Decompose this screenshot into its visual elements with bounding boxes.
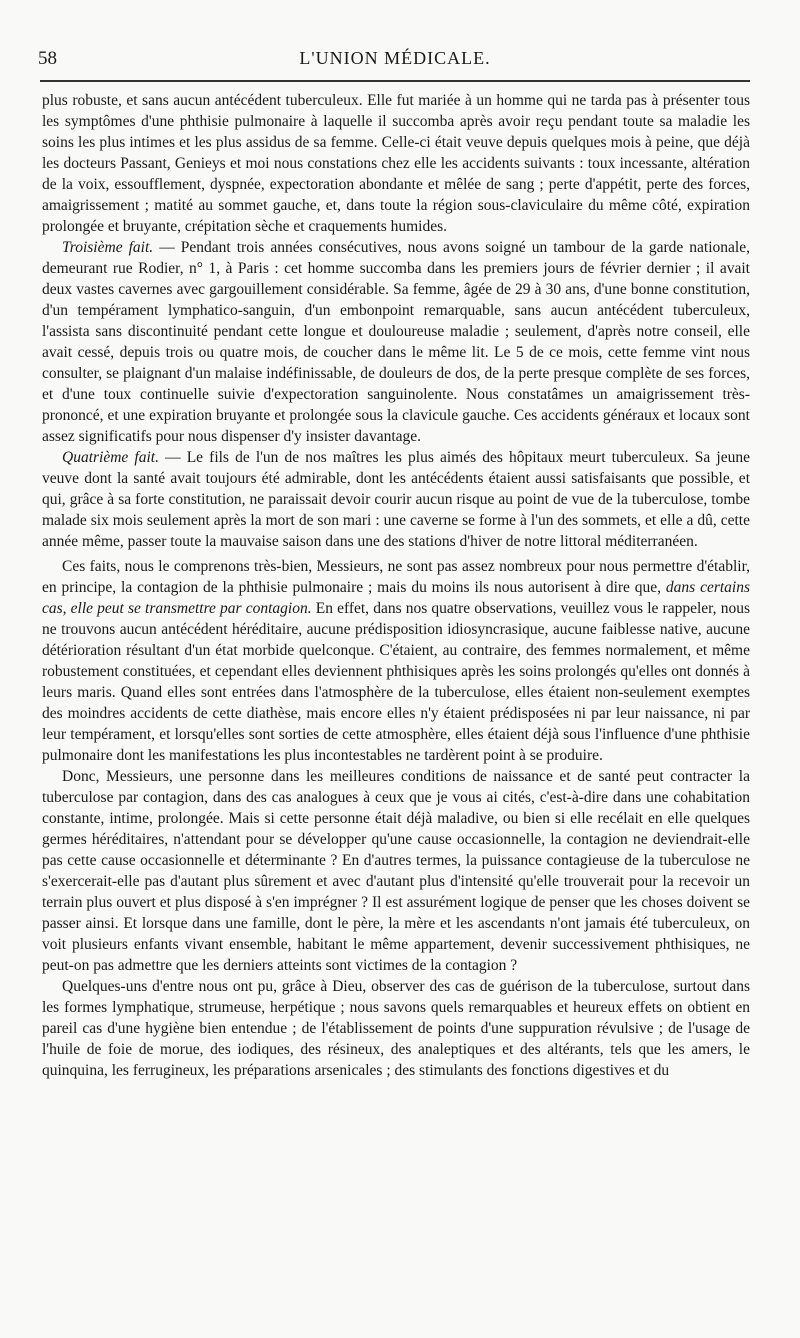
paragraph-5 bbox=[42, 766, 750, 976]
paragraph-text: Donc, Messieurs, une personne dans les meilleures conditions de naissance et de santé peut contracter la tuberculose par contagion, dans des cas analogues à ceux que je vous ai cités, c'est-à-dire dans une cohabitation constante, intime, prolongée. Mais si cette personne était déjà maladive, ou bien si elle recélait en elle quelques germes héréditaires, n'attendant pour se développer qu'une cause occasionnelle, la contagion ne deviendrait-elle pas cette cause occasionnelle et déterminante ? En d'autres termes, la puissance contagieuse de la tuberculose ne s'exercerait-elle pas d'autant plus sûrement et avec d'autant plus d'intensité qu'elle trouverait pour la recevoir un terrain plus ouvert et plus disposé à s'en imprégner ? Il est assurément logique de penser que les choses doivent se passer ainsi. Et lorsque dans une famille, dont le père, la mère et les ascendants n'ont jamais été tuberculeux, on voit plusieurs enfants vivant ensemble, habitant le même appartement, devenir successivement phthisiques, ne peut-on pas admettre que les derniers atteints sont victimes de la contagion ? bbox=[42, 768, 750, 974]
paragraph-italic: dans certains cas, elle peut se transmettre par contagion. bbox=[42, 579, 751, 617]
paragraph-text-after: En effet, dans nos quatre observations, veuillez vous le rappeler, nous ne trouvons aucun antécédent héréditaire, aucune prédisposition idiosyncrasique, aucune faiblesse native, aucune détérioration résultant d'un état morbide quelconque. C'étaient, au contraire, des femmes normalement, et même robustement constituées, et cependant elles deviennent phthisiques après les soins prolongés qu'elles ont donnés à leurs maris. Quand elles sont entrées dans l'atmosphère de la tuberculose, elles étaient non-seulement exemptes des moindres accidents de cette diathèse, mais encore elles n'y étaient prédisposées ni par leur naissance, ni par leur tempérament, et lorsqu'elles sont sorties de cette atmosphère, elles étaient déjà sous l'influence d'une phthisie pulmonaire dont les manifestations les plus incontestables ne tardèrent point à se produire. bbox=[42, 600, 750, 764]
paragraph-text: — Pendant trois années consécutives, nous avons soigné un tambour de la garde nationale, demeurant rue Rodier, n° 1, à Paris : cet homme succomba dans les premiers jours de février dernier ; il avait deux vastes cavernes avec gargouillement considérable. Sa femme, âgée de 29 à 30 ans, d'une bonne constitution, d'un tempérament lymphatico-sanguin, d'un embonpoint remarquable, sans aucun antécédent tuberculeux, l'assista sans discontinuité pendant cette longue et douloureuse maladie ; seulement, d'après notre conseil, elle avait cessé, depuis trois ou quatre mois, de coucher dans le même lit. Le 5 de ce mois, cette femme vint nous consulter, se plaignant d'un malaise indéfinissable, de douleurs de dos, de la perte presque complète de ses forces, et d'une toux continuelle suivie d'expectoration sanguinolente. Nous constatâmes un amaigrissement très-prononcé, et une expiration bruyante et prolongée sous la clavicule gauche. Ces accidents généraux et locaux sont assez significatifs pour nous dispenser d'y insister davantage. bbox=[42, 239, 750, 445]
running-title: L'UNION MÉDICALE. bbox=[299, 48, 491, 68]
page-header bbox=[38, 44, 752, 74]
body-text bbox=[42, 90, 750, 1081]
paragraph-text: plus robuste, et sans aucun antécédent tuberculeux. Elle fut mariée à un homme qui ne tarda pas à présenter tous les symptômes d'une phthisie pulmonaire à laquelle il succomba après avoir reçu pendant toute sa maladie les soins les plus intimes et les plus assidus de sa femme. Celle-ci était veuve depuis quelques mois à peine, que déjà les docteurs Passant, Genieys et moi nous constations chez elle les accidents suivants : toux incessante, altération de la voix, essoufflement, dyspnée, expectoration abondante et mêlée de sang ; perte d'appétit, perte des forces, amaigrissement ; matité au sommet gauche, et, dans toute la région sous-claviculaire du même côté, expiration prolongée et bruyante, crépitation sèche et craquements humides. bbox=[42, 92, 750, 235]
paragraph-lead: Quatrième fait. bbox=[62, 449, 159, 466]
page-number: 58 bbox=[38, 48, 57, 69]
paragraph-3 bbox=[42, 447, 750, 552]
paragraph-lead: Troisième fait. bbox=[62, 239, 154, 256]
header-rule bbox=[40, 80, 750, 82]
paragraph-text: — Le fils de l'un de nos maîtres les plus aimés des hôpitaux meurt tuberculeux. Sa jeune veuve dont la santé avait toujours été admirable, dont les antécédents étaient aussi satisfaisants que possible, et qui, grâce à sa forte constitution, ne paraissait devoir courir aucun risque au point de vue de la tuberculose, tombe malade six mois seulement après la mort de son mari : une caverne se forme à l'un des sommets, et elle a dû, cette année même, passer toute la mauvaise saison dans une des stations d'hiver de notre littoral méditerranéen. bbox=[42, 449, 750, 550]
paragraph-text-before: Ces faits, nous le comprenons très-bien, Messieurs, ne sont pas assez nombreux pour nous permettre d'établir, en principe, la contagion de la phthisie pulmonaire ; mais du moins ils nous autorisent à dire que, bbox=[42, 558, 750, 596]
paragraph-2 bbox=[42, 237, 750, 447]
paragraph-4 bbox=[42, 556, 750, 766]
paragraph-1 bbox=[42, 90, 750, 237]
paragraph-text: Quelques-uns d'entre nous ont pu, grâce à Dieu, observer des cas de guérison de la tuberculose, surtout dans les formes lymphatique, strumeuse, herpétique ; nous savons quels remarquables et heureux effets on obtient en pareil cas d'une hygiène bien entendue ; de l'établissement de points d'une suppuration révulsive ; de l'usage de l'huile de foie de morue, des iodiques, des résineux, des analeptiques et des altérants, tels que les amers, le quinquina, les ferrugineux, les préparations arsenicales ; des stimulants des fonctions digestives et du bbox=[42, 978, 750, 1079]
paragraph-6 bbox=[42, 976, 750, 1081]
